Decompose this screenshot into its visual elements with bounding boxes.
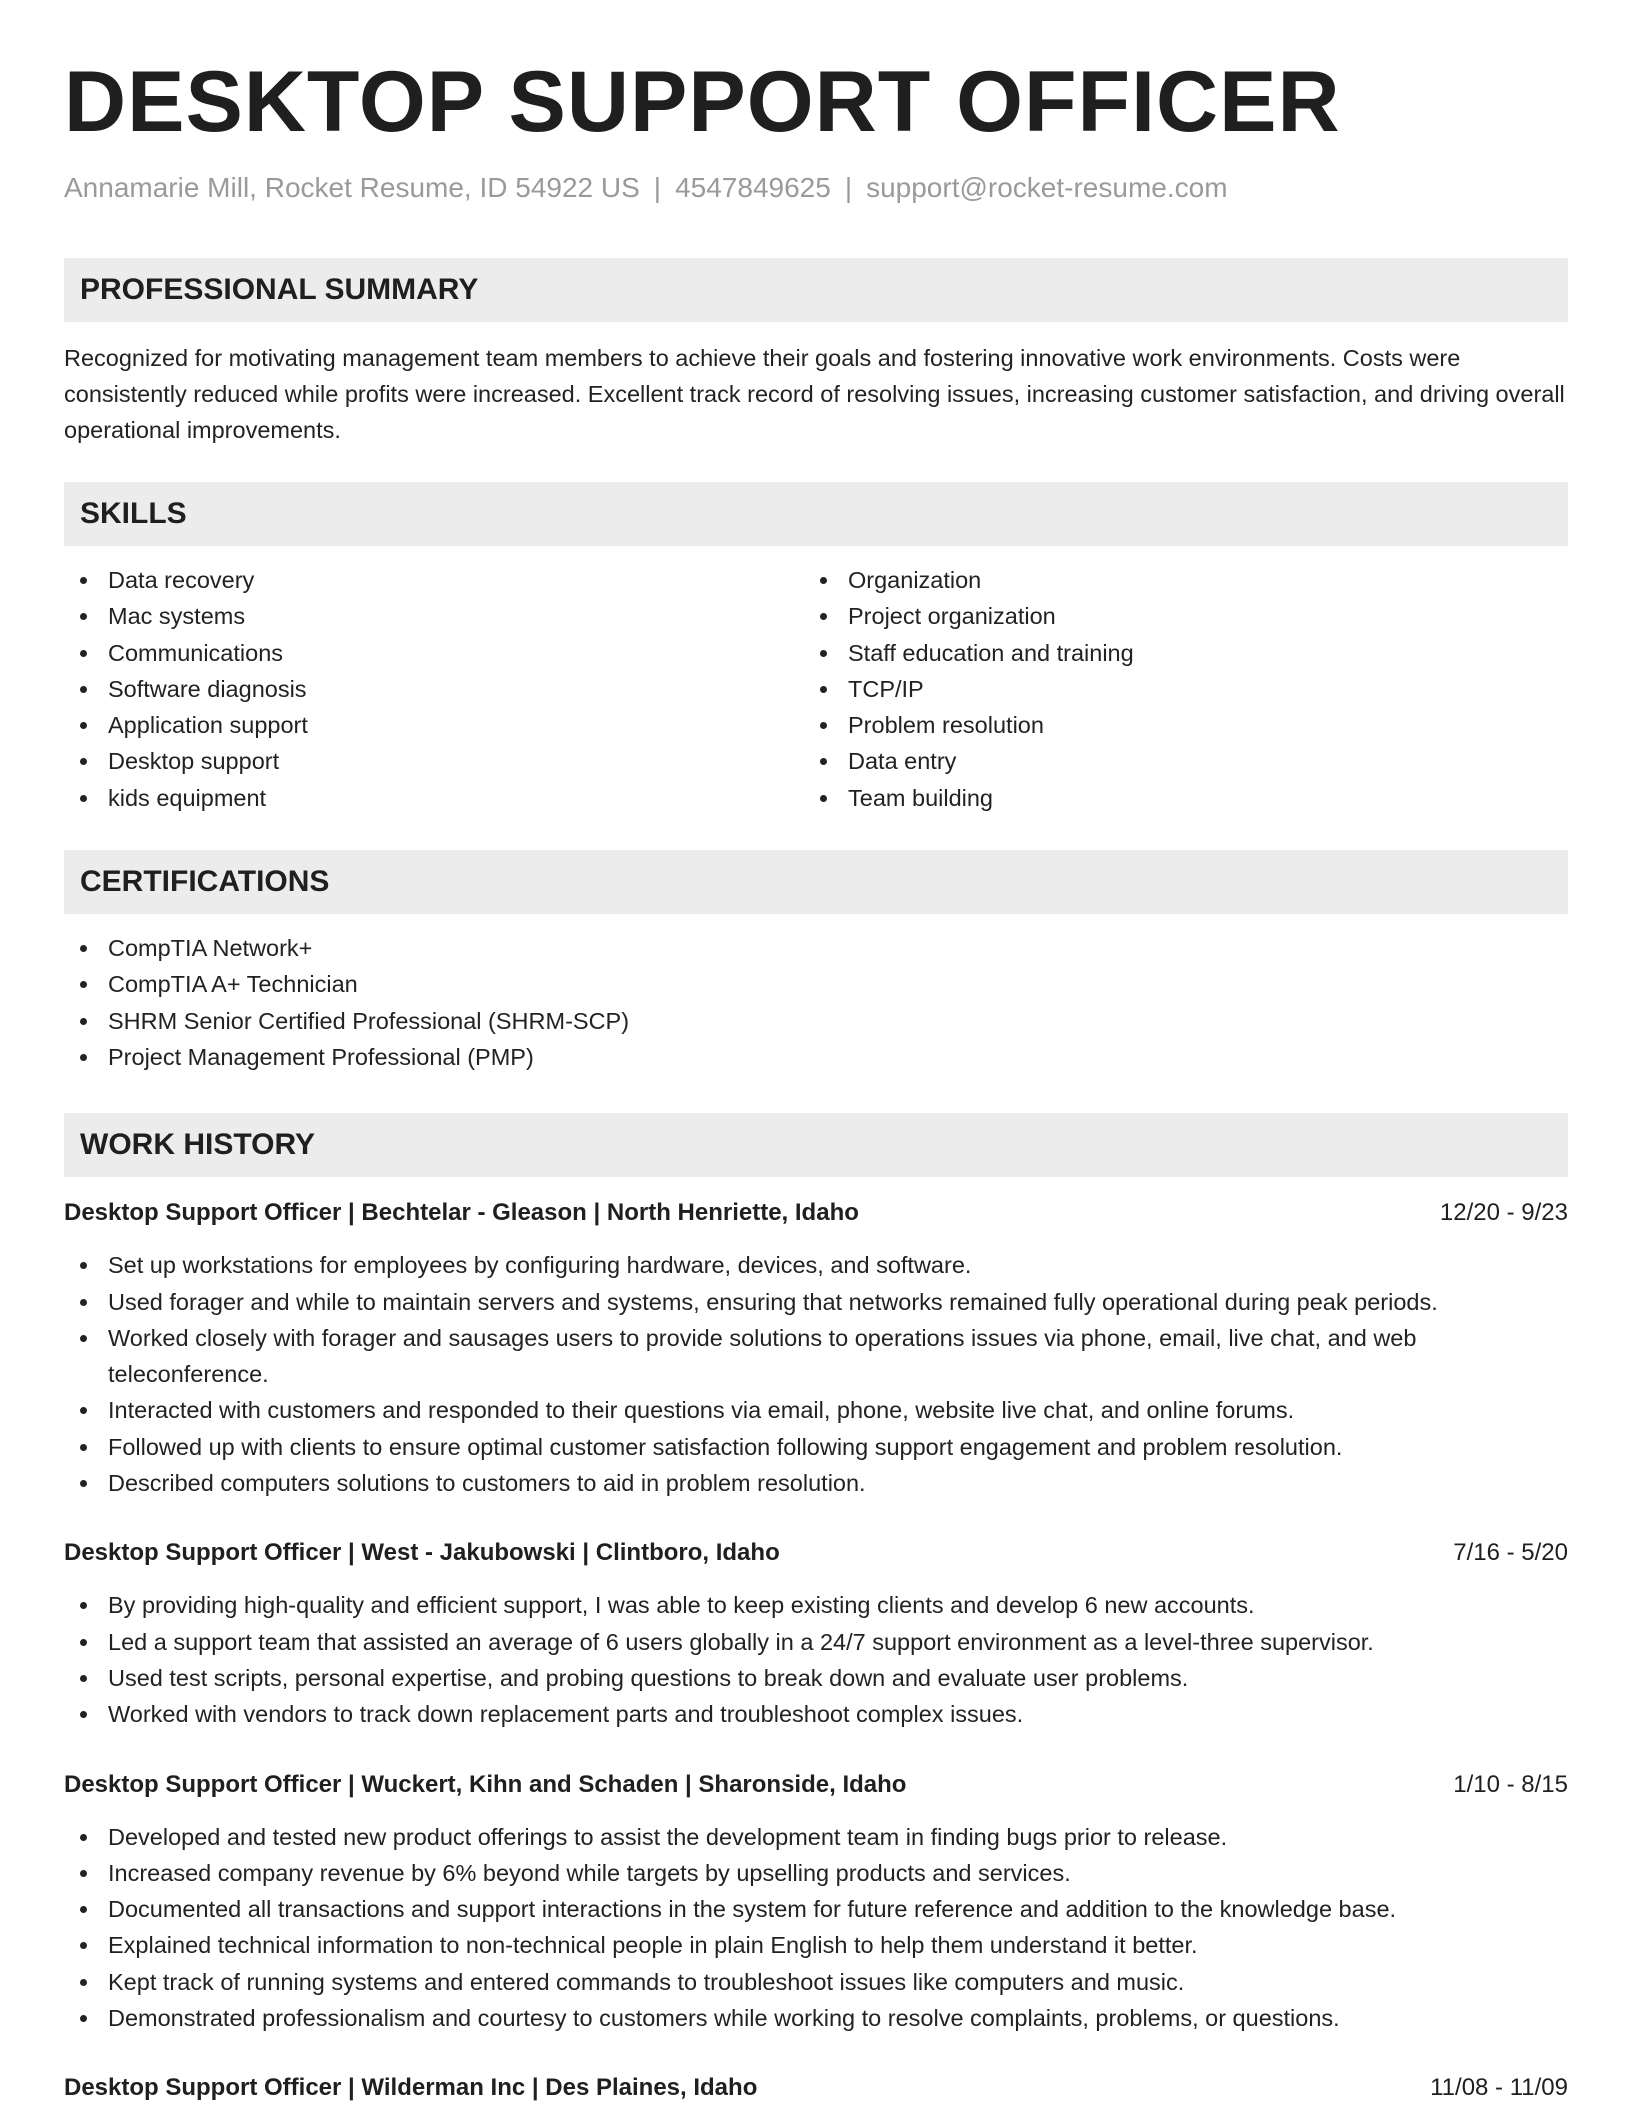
section-heading-work-history: WORK HISTORY	[64, 1113, 1568, 1177]
job-bullet: Used test scripts, personal expertise, and probing questions to break down and evaluate user problems.	[64, 1660, 1568, 1696]
job-header	[64, 1767, 1568, 1803]
section-heading-certifications: CERTIFICATIONS	[64, 850, 1568, 914]
job-bullet: Followed up with clients to ensure optimal customer satisfaction following support engagement and problem resolution.	[64, 1429, 1568, 1465]
job-bullet: Explained technical information to non-technical people in plain English to help them understand it better.	[64, 1927, 1568, 1963]
job-bullet: Increased company revenue by 6% beyond while targets by upselling products and services.	[64, 1855, 1568, 1891]
job-bullet: Interacted with customers and responded to their questions via email, phone, website live chat, and online forums.	[64, 1392, 1568, 1428]
contact-phone: 4547849625	[675, 172, 831, 203]
job-header	[64, 1195, 1568, 1231]
job-bullet-list	[64, 1247, 1568, 1501]
skill-item: Mac systems	[64, 598, 804, 634]
contact-separator: |	[653, 172, 662, 203]
skill-item: Data entry	[804, 743, 1544, 779]
skill-item: Software diagnosis	[64, 671, 804, 707]
job-header	[64, 1535, 1568, 1571]
job-title: Desktop Support Officer | Wilderman Inc | Des Plaines, Idaho	[64, 2074, 758, 2102]
job-dates: 12/20 - 9/23	[1439, 1199, 1568, 1227]
job-dates: 1/10 - 8/15	[1453, 1770, 1568, 1798]
job-bullet: Developed and tested new product offerings to assist the development team in finding bugs prior to release.	[64, 1819, 1568, 1855]
skill-item: Communications	[64, 635, 804, 671]
job-header	[64, 2070, 1568, 2106]
certification-item: SHRM Senior Certified Professional (SHRM-SCP)	[64, 1003, 1568, 1039]
skill-item: Application support	[64, 707, 804, 743]
job-entry	[64, 1767, 1568, 2037]
job-dates: 7/16 - 5/20	[1453, 1539, 1568, 1567]
skill-item: TCP/IP	[804, 671, 1544, 707]
contact-email: support@rocket-resume.com	[866, 172, 1228, 203]
skills-list-left	[64, 562, 804, 816]
resume-title: DESKTOP SUPPORT OFFICER	[64, 54, 1341, 150]
job-bullet: Demonstrated professionalism and courtesy to customers while working to resolve complaints, problems, or questions.	[64, 2000, 1568, 2036]
job-title: Desktop Support Officer | West - Jakubowski | Clintboro, Idaho	[64, 1539, 780, 1567]
certification-item: Project Management Professional (PMP)	[64, 1039, 1568, 1075]
contact-separator: |	[844, 172, 853, 203]
job-entry	[64, 2070, 1568, 2106]
contact-line	[64, 170, 1568, 206]
job-bullet-list	[64, 1587, 1568, 1732]
job-entry	[64, 1195, 1568, 1501]
job-bullet: Worked closely with forager and sausages users to provide solutions to operations issues via phone, email, live chat, and web teleconference.	[64, 1320, 1568, 1393]
skills-column-left	[64, 562, 804, 816]
job-bullet-list	[64, 1819, 1568, 2037]
skill-item: kids equipment	[64, 780, 804, 816]
job-title: Desktop Support Officer | Wuckert, Kihn and Schaden | Sharonside, Idaho	[64, 1770, 907, 1798]
skill-item: Data recovery	[64, 562, 804, 598]
skill-item: Project organization	[804, 598, 1544, 634]
job-bullet: Documented all transactions and support interactions in the system for future reference and addition to the knowledge base.	[64, 1891, 1568, 1927]
job-dates: 11/08 - 11/09	[1430, 2074, 1568, 2102]
job-bullet: Described computers solutions to customers to aid in problem resolution.	[64, 1465, 1568, 1501]
job-bullet: By providing high-quality and efficient support, I was able to keep existing clients and develop 6 new accounts.	[64, 1587, 1568, 1623]
job-bullet: Led a support team that assisted an average of 6 users globally in a 24/7 support environment as a level-three supervisor.	[64, 1624, 1568, 1660]
job-title: Desktop Support Officer | Bechtelar - Gleason | North Henriette, Idaho	[64, 1199, 859, 1227]
section-heading-summary: PROFESSIONAL SUMMARY	[64, 258, 1568, 322]
section-heading-skills: SKILLS	[64, 482, 1568, 546]
certification-item: CompTIA A+ Technician	[64, 966, 1568, 1002]
summary-text: Recognized for motivating management team members to achieve their goals and fostering innovative work environments. Costs were consistently reduced while profits were increased. Excellent track record of resolving issues, increasing customer satisfaction, and driving overall operational improvements.	[64, 345, 1565, 443]
skill-item: Staff education and training	[804, 635, 1544, 671]
skills-column-right	[804, 562, 1544, 816]
certification-item: CompTIA Network+	[64, 930, 1568, 966]
skill-item: Desktop support	[64, 743, 804, 779]
skill-item: Team building	[804, 780, 1544, 816]
skills-list-right	[804, 562, 1544, 816]
job-bullet: Set up workstations for employees by configuring hardware, devices, and software.	[64, 1247, 1568, 1283]
certifications-list	[64, 930, 1568, 1075]
job-bullet: Worked with vendors to track down replacement parts and troubleshoot complex issues.	[64, 1696, 1568, 1732]
job-bullet: Used forager and while to maintain servers and systems, ensuring that networks remained fully operational during peak periods.	[64, 1284, 1568, 1320]
skill-item: Organization	[804, 562, 1544, 598]
job-entry	[64, 1535, 1568, 1732]
skill-item: Problem resolution	[804, 707, 1544, 743]
job-bullet: Kept track of running systems and entered commands to troubleshoot issues like computers and music.	[64, 1964, 1568, 2000]
contact-address: Annamarie Mill, Rocket Resume, ID 54922 US	[64, 172, 640, 203]
skills-columns	[64, 562, 1568, 816]
